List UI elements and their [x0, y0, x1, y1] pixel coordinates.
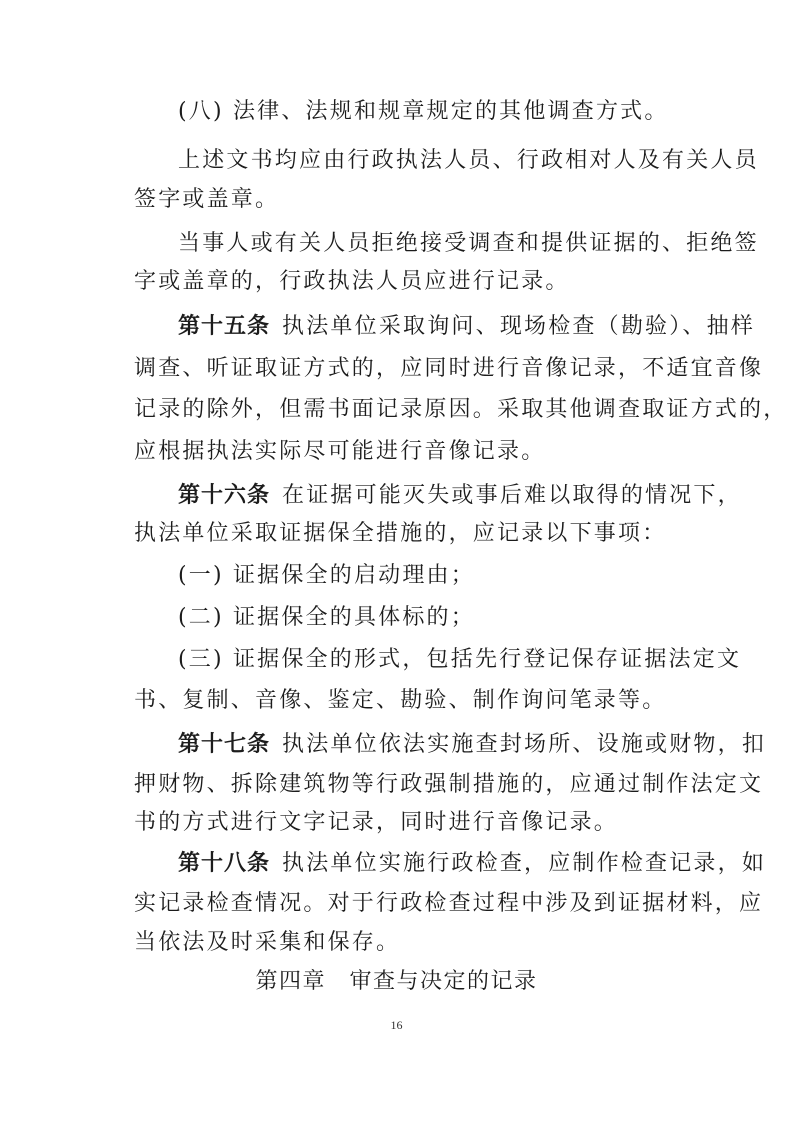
article-16-line: [178, 481, 742, 511]
paragraph-line: 应根据执法实际尽可能进行音像记录。: [134, 439, 546, 464]
article-16-text: 在证据可能灭失或事后难以取得的情况下，: [282, 483, 742, 508]
page-number: 16: [390, 1018, 403, 1032]
article-15-line: [178, 312, 756, 342]
paragraph-line: 上述文书均应由行政执法人员、行政相对人及有关人员: [178, 148, 759, 173]
list-item: (二) 证据保全的具体标的；: [178, 605, 475, 630]
paragraph-line: 调查、听证取证方式的，应同时进行音像记录，不适宜音像: [134, 356, 764, 381]
article-15-heading: 第十五条: [178, 314, 271, 339]
article-18-line: [178, 849, 767, 879]
list-item: (三) 证据保全的形式，包括先行登记保存证据法定文: [178, 647, 742, 672]
article-17-text: 执法单位依法实施查封场所、设施或财物，扣: [282, 732, 767, 757]
article-17-heading: 第十七条: [178, 732, 271, 757]
paragraph-line: 实记录检查情况。对于行政检查过程中涉及到证据材料，应: [134, 891, 764, 916]
article-18-heading: 第十八条: [178, 851, 271, 876]
chapter-title: 第四章 审查与决定的记录: [255, 969, 538, 994]
article-18-text: 执法单位实施行政检查，应制作检查记录，如: [282, 851, 767, 876]
paragraph-line: 字或盖章的，行政执法人员应进行记录。: [134, 269, 570, 294]
paragraph-line: 记录的除外，但需书面记录原因。采取其他调查取证方式的，: [134, 397, 788, 422]
paragraph-line: 押财物、拆除建筑物等行政强制措施的，应通过制作法定文: [134, 772, 764, 797]
paragraph-line: 书、复制、音像、鉴定、勘验、制作询问笔录等。: [134, 688, 667, 713]
paragraph-line: 当依法及时采集和保存。: [134, 930, 401, 955]
list-item: (一) 证据保全的启动理由；: [178, 563, 475, 588]
paragraph-line: 当事人或有关人员拒绝接受调查和提供证据的、拒绝签: [178, 231, 759, 256]
paragraph-line: 执法单位采取证据保全措施的，应记录以下事项：: [134, 521, 667, 546]
article-16-heading: 第十六条: [178, 483, 271, 508]
paragraph-line: 签字或盖章。: [134, 187, 280, 212]
article-17-line: [178, 730, 767, 760]
article-15-text: 执法单位采取询问、现场检查（勘验）、抽样: [282, 314, 756, 339]
paragraph-line: 书的方式进行文字记录，同时进行音像记录。: [134, 810, 619, 835]
paragraph-line: (八) 法律、法规和规章规定的其他调查方式。: [178, 99, 669, 124]
